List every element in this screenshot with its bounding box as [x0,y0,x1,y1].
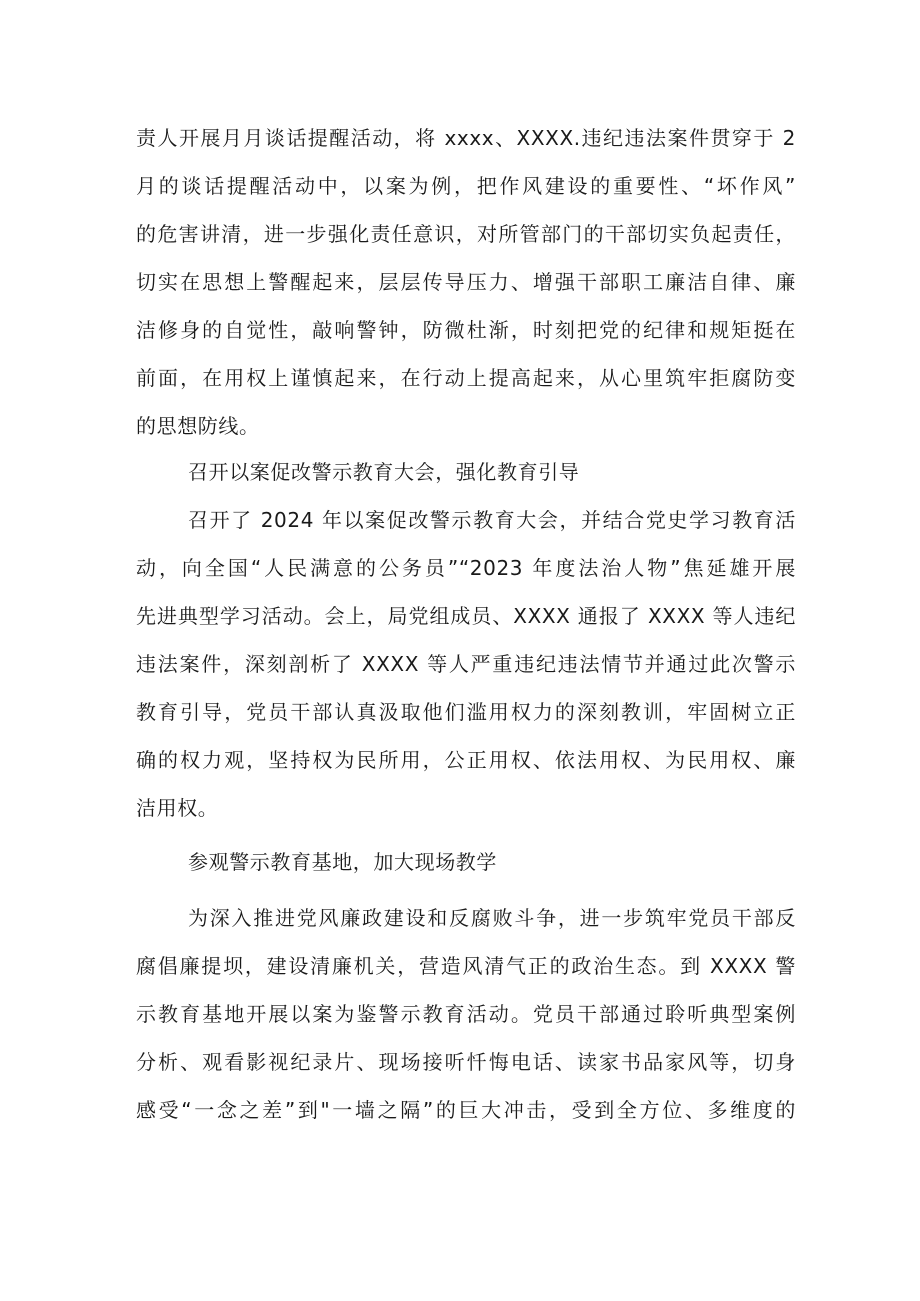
paragraph-1-line-5: 洁修身的自觉性，敲响警钟，防微杜渐，时刻把党的纪律和规矩挺在 [136,318,796,342]
paragraph-2-line-7: 洁用权。 [136,796,219,820]
section-heading-2: 参观警示教育基地，加大现场教学 [188,850,497,874]
paragraph-2-line-6: 确的权力观，坚持权为民所用，公正用权、依法用权、为民用权、廉 [136,748,796,772]
paragraph-3-line-2: 腐倡廉提坝，建设清廉机关，营造风清气正的政治生态。到 XXXX 警 [136,954,796,978]
paragraph-3-line-3: 示教育基地开展以案为鉴警示教育活动。党员干部通过聆听典型案例 [136,1002,796,1026]
paragraph-2-line-4: 违法案件，深刻剖析了 XXXX 等人严重违纪违法情节并通过此次警示 [136,652,796,676]
paragraph-1-line-6: 前面，在用权上谨慎起来，在行动上提高起来，从心里筑牢拒腐防变 [136,366,796,390]
paragraph-3-line-1: 为深入推进党风廉政建设和反腐败斗争，进一步筑牢党员干部反 [188,906,796,930]
paragraph-2-line-3: 先进典型学习活动。会上，局党组成员、XXXX 通报了 XXXX 等人违纪 [136,604,796,628]
paragraph-2-line-5: 教育引导，党员干部认真汲取他们滥用权力的深刻教训，牢固树立正 [136,700,796,724]
paragraph-3-line-4: 分析、观看影视纪录片、现场接听忏悔电话、读家书品家风等，切身 [136,1050,796,1074]
paragraph-1-line-1: 责人开展月月谈话提醒活动，将 xxxx、XXXX.违纪违法案件贯穿于 2 [136,126,796,150]
section-heading-1: 召开以案促改警示教育大会，强化教育引导 [188,460,580,484]
paragraph-1-line-7: 的思想防线。 [136,414,260,438]
paragraph-3-line-5: 感受“一念之差”到"一墙之隔”的巨大冲击，受到全方位、多维度的 [136,1098,796,1122]
paragraph-1-line-3: 的危害讲清，进一步强化责任意识，对所管部门的干部切实负起责任， [136,222,796,246]
paragraph-2-line-2: 动，向全国“人民满意的公务员”“2023 年度法治人物”焦延雄开展 [136,556,796,580]
paragraph-2-line-1: 召开了 2024 年以案促改警示教育大会，并结合党史学习教育活 [188,508,796,532]
paragraph-1-line-2: 月的谈话提醒活动中，以案为例，把作风建设的重要性、“坏作风” [136,174,796,198]
paragraph-1-line-4: 切实在思想上警醒起来，层层传导压力、增强干部职工廉洁自律、廉 [136,270,796,294]
